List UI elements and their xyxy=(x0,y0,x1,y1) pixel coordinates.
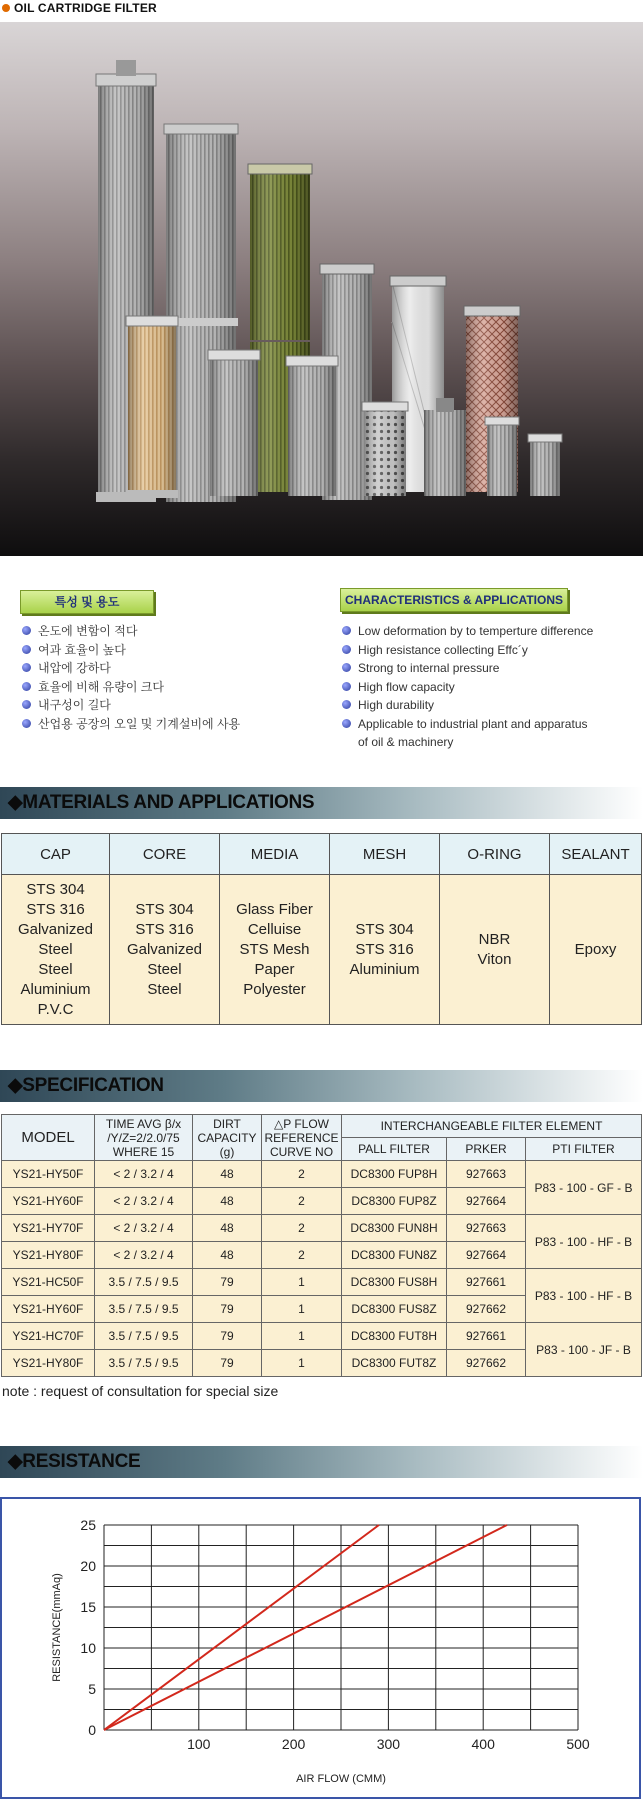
x-tick-label: 500 xyxy=(566,1736,590,1752)
bullet-icon xyxy=(22,700,31,709)
bullet-icon xyxy=(342,682,351,691)
product-photo xyxy=(0,22,643,556)
table-row xyxy=(2,1215,642,1242)
cell-dirt: 79 xyxy=(193,1350,262,1377)
list-item xyxy=(20,659,310,678)
cell-dirt: 48 xyxy=(193,1188,262,1215)
bullet-icon xyxy=(2,4,10,12)
table-row xyxy=(2,1269,642,1296)
feature-text: 여과 효율이 높다 xyxy=(38,642,126,657)
cell-dp: 1 xyxy=(262,1323,342,1350)
header-cap: CAP xyxy=(2,834,110,875)
bullet-icon xyxy=(22,645,31,654)
cell-pall: DC8300 FUT8H xyxy=(342,1323,447,1350)
cell-pall: DC8300 FUP8Z xyxy=(342,1188,447,1215)
bullet-icon xyxy=(342,700,351,709)
resistance-chart xyxy=(2,1499,639,1797)
oil-filter-cartridges-photo xyxy=(0,22,643,556)
table-row xyxy=(2,1161,642,1188)
header-dp-flow: △P FLOW REFERENCE CURVE NO xyxy=(262,1115,342,1161)
cell-pti: P83 - 100 - HF - B xyxy=(526,1215,642,1269)
y-tick-label: 10 xyxy=(80,1640,96,1656)
header-time-avg: TIME AVG β/x /Y/Z=2/2.0/75 WHERE 15 xyxy=(95,1115,193,1161)
cell-pti: P83 - 100 - JF - B xyxy=(526,1323,642,1377)
header-dirt-capacity: DIRT CAPACITY (g) xyxy=(193,1115,262,1161)
table-row xyxy=(2,1323,642,1350)
cell-dp: 2 xyxy=(262,1215,342,1242)
header-interchangeable: INTERCHANGEABLE FILTER ELEMENT xyxy=(342,1115,642,1138)
y-tick-label: 25 xyxy=(80,1517,96,1533)
features-kr-list xyxy=(20,622,310,733)
cell-model: YS21-HY70F xyxy=(2,1215,95,1242)
cell-time-avg: 3.5 / 7.5 / 9.5 xyxy=(95,1350,193,1377)
page-header xyxy=(0,0,643,18)
y-tick-label: 0 xyxy=(88,1722,96,1738)
cell-pall: DC8300 FUT8Z xyxy=(342,1350,447,1377)
cell-pall: DC8300 FUS8Z xyxy=(342,1296,447,1323)
cell-model: YS21-HY80F xyxy=(2,1350,95,1377)
cell-prker: 927664 xyxy=(447,1188,526,1215)
bullet-icon xyxy=(342,645,351,654)
feature-text: High durability xyxy=(358,698,435,712)
cell-pall: DC8300 FUN8H xyxy=(342,1215,447,1242)
cell-pti: P83 - 100 - HF - B xyxy=(526,1269,642,1323)
list-item xyxy=(20,715,310,734)
sealant-cell: Epoxy xyxy=(550,875,642,1025)
cell-dp: 1 xyxy=(262,1350,342,1377)
cell-pall: DC8300 FUP8H xyxy=(342,1161,447,1188)
cell-model: YS21-HC50F xyxy=(2,1269,95,1296)
feature-text: 내구성이 길다 xyxy=(38,698,111,712)
cell-prker: 927661 xyxy=(447,1323,526,1350)
feature-text: 내압에 강하다 xyxy=(38,661,111,675)
feature-text: High resistance collecting Effc´y xyxy=(358,642,528,657)
x-axis-label: AIR FLOW (CMM) xyxy=(296,1773,386,1785)
cell-dp: 2 xyxy=(262,1161,342,1188)
cell-prker: 927662 xyxy=(447,1296,526,1323)
cell-time-avg: < 2 / 3.2 / 4 xyxy=(95,1188,193,1215)
feature-text: High flow capacity xyxy=(358,679,455,694)
header-prker: PRKER xyxy=(447,1138,526,1161)
cell-dirt: 79 xyxy=(193,1296,262,1323)
materials-title: ◆MATERIALS AND APPLICATIONS xyxy=(0,787,643,819)
cell-model: YS21-HY60F xyxy=(2,1188,95,1215)
cell-pti: P83 - 100 - GF - B xyxy=(526,1161,642,1215)
y-tick-label: 5 xyxy=(88,1681,96,1697)
header-pall: PALL FILTER xyxy=(342,1138,447,1161)
y-tick-label: 15 xyxy=(80,1599,96,1615)
list-item xyxy=(340,622,640,641)
features-en-title: CHARACTERISTICS & APPLICATIONS xyxy=(340,588,568,612)
cell-time-avg: 3.5 / 7.5 / 9.5 xyxy=(95,1269,193,1296)
list-item xyxy=(340,659,640,678)
cell-dirt: 79 xyxy=(193,1323,262,1350)
y-axis-label: RESISTANCE(mmAq) xyxy=(51,1573,63,1682)
cell-time-avg: < 2 / 3.2 / 4 xyxy=(95,1215,193,1242)
list-item xyxy=(340,678,640,697)
specification-title: ◆SPECIFICATION xyxy=(0,1070,643,1102)
page-title: OIL CARTRIDGE FILTER xyxy=(14,1,157,15)
x-tick-label: 100 xyxy=(187,1736,211,1752)
bullet-icon xyxy=(342,626,351,635)
header-o-ring: O-RING xyxy=(440,834,550,875)
feature-text: of oil & machinery xyxy=(358,735,454,749)
list-item xyxy=(20,641,310,660)
header-model: MODEL xyxy=(2,1115,95,1161)
cap-cell: STS 304 STS 316 Galvanized Steel Steel Aluminium P.V.C xyxy=(2,875,110,1025)
header-core: CORE xyxy=(110,834,220,875)
list-item xyxy=(20,622,310,641)
cell-pall: DC8300 FUS8H xyxy=(342,1269,447,1296)
bullet-icon xyxy=(342,663,351,672)
materials-table xyxy=(1,833,642,1025)
list-item xyxy=(20,678,310,697)
features-en-list xyxy=(340,622,640,752)
spec-note: note : request of consultation for special size xyxy=(2,1383,279,1399)
bullet-icon xyxy=(22,626,31,635)
x-tick-label: 200 xyxy=(281,1736,306,1752)
cell-prker: 927661 xyxy=(447,1269,526,1296)
feature-text: Low deformation by to temperture difference xyxy=(358,624,594,638)
bullet-icon xyxy=(22,663,31,672)
header-media: MEDIA xyxy=(220,834,330,875)
list-item xyxy=(340,641,640,660)
cell-prker: 927664 xyxy=(447,1242,526,1269)
cell-dp: 2 xyxy=(262,1242,342,1269)
header-sealant: SEALANT xyxy=(550,834,642,875)
media-cell: Glass Fiber Celluise STS Mesh Paper Polyester xyxy=(220,875,330,1025)
cell-dirt: 48 xyxy=(193,1242,262,1269)
bullet-icon xyxy=(22,719,31,728)
header-pti: PTI FILTER xyxy=(526,1138,642,1161)
table-header-row xyxy=(2,1115,642,1138)
list-item xyxy=(340,696,640,715)
cell-pall: DC8300 FUN8Z xyxy=(342,1242,447,1269)
list-item xyxy=(340,715,640,734)
feature-text: 산업용 공장의 오일 및 기계설비에 사용 xyxy=(38,716,241,731)
mesh-cell: STS 304 STS 316 Aluminium xyxy=(330,875,440,1025)
bullet-icon xyxy=(342,719,351,728)
header-mesh: MESH xyxy=(330,834,440,875)
core-cell: STS 304 STS 316 Galvanized Steel Steel xyxy=(110,875,220,1025)
cell-prker: 927663 xyxy=(447,1161,526,1188)
bullet-icon xyxy=(22,682,31,691)
table-row xyxy=(2,875,642,1025)
cell-dirt: 79 xyxy=(193,1269,262,1296)
features-kr-title: 특성 및 용도 xyxy=(20,590,154,614)
list-item xyxy=(340,733,640,752)
x-tick-label: 300 xyxy=(376,1736,401,1752)
feature-text: 온도에 변함이 적다 xyxy=(38,624,138,638)
resistance-title: ◆RESISTANCE xyxy=(0,1446,643,1478)
cell-time-avg: < 2 / 3.2 / 4 xyxy=(95,1161,193,1188)
table-header-row xyxy=(2,834,642,875)
cell-time-avg: 3.5 / 7.5 / 9.5 xyxy=(95,1323,193,1350)
cell-model: YS21-HC70F xyxy=(2,1323,95,1350)
feature-text: Strong to internal pressure xyxy=(358,661,500,675)
cell-model: YS21-HY60F xyxy=(2,1296,95,1323)
list-item xyxy=(20,696,310,715)
o-ring-cell: NBR Viton xyxy=(440,875,550,1025)
cell-time-avg: < 2 / 3.2 / 4 xyxy=(95,1242,193,1269)
resistance-chart-frame xyxy=(0,1497,641,1799)
feature-text: Applicable to industrial plant and apparatus xyxy=(358,716,588,731)
x-tick-label: 400 xyxy=(471,1736,495,1752)
cell-model: YS21-HY50F xyxy=(2,1161,95,1188)
cell-time-avg: 3.5 / 7.5 / 9.5 xyxy=(95,1296,193,1323)
cell-dirt: 48 xyxy=(193,1161,262,1188)
cell-model: YS21-HY80F xyxy=(2,1242,95,1269)
cell-prker: 927662 xyxy=(447,1350,526,1377)
y-tick-label: 20 xyxy=(80,1558,96,1574)
cell-dp: 1 xyxy=(262,1269,342,1296)
feature-text: 효율에 비해 유량이 크다 xyxy=(38,679,164,694)
cell-prker: 927663 xyxy=(447,1215,526,1242)
cell-dp: 2 xyxy=(262,1188,342,1215)
cell-dp: 1 xyxy=(262,1296,342,1323)
cell-dirt: 48 xyxy=(193,1215,262,1242)
specification-table xyxy=(1,1114,642,1377)
